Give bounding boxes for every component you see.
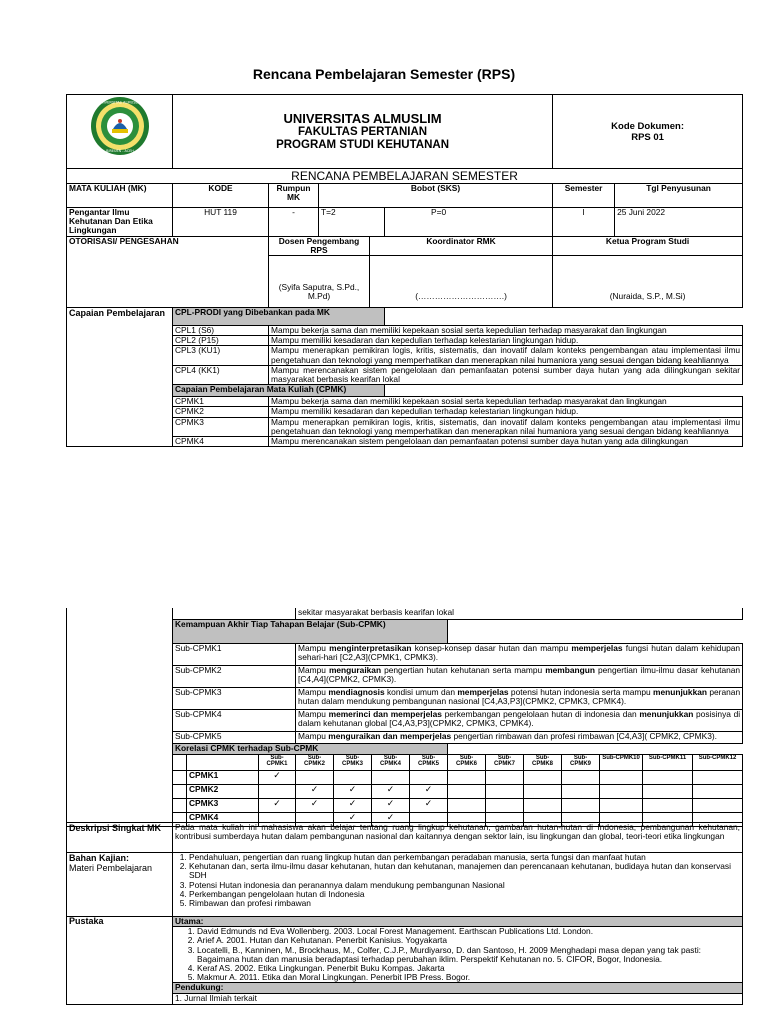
rps-heading: RENCANA PEMBELAJARAN SEMESTER <box>67 169 743 184</box>
korelasi-check-cell: ✓ <box>372 798 410 812</box>
pustaka-item: 4. Keraf AS. 2002. Etika Lingkungan. Penerbit Buku Kompas. Jakarta <box>197 964 740 973</box>
subcpmk-text: Mampu mendiagnosis kondisi umum dan memperjelas potensi hutan indonesia serta mampu menunjukkan peranan hutan dalam mendukung pembangunan nasional [C4,A3,P3](CPMK2, CPMK3, CPMK4). <box>296 687 743 709</box>
deskripsi-text: Pada mata kuliah ini mahasiswa akan belajar tentang ruang lingkup kehutanan, gambaran hutan-hutan di Indonesia, pembangunan kehutanan, kontribusi sumberdaya hutan dalam pembangunan nasional dan kaitannya dengan sektor lain, isu lingkungan dan global, teori-teori etika lingkungan <box>173 823 743 853</box>
course-code: HUT 119 <box>173 208 269 237</box>
bahan-item: 2. Kehutanan dan, serta ilmu-ilmu dasar kehutanan, hutan dan kehutanan, manajemen dan perencanaan kehutanan, budidaya hutan dan konservasi SDH <box>189 862 740 880</box>
pustaka-item: 3. Locatelli, B., Kanninen, M., Brockhaus, M., Colfer, C.J.P., Murdiyarso, D. dan Santoso, H. 2009 Menghadapi masa depan yang tak pasti: Bagaimana hutan dan manusia beradaptasi terhadap perubahan iklim. Perspektif Kehutanan no. 5. CIFOR, Bogor, Indonesia. <box>197 946 740 964</box>
korelasi-check-cell: ✓ <box>334 784 372 798</box>
korelasi-check-cell <box>486 798 524 812</box>
korelasi-col-header: Sub-CPMK10 <box>600 754 643 770</box>
university-logo-icon <box>85 95 155 157</box>
cpmk4-continued: sekitar masyarakat berbasis kearifan lokal <box>296 608 743 619</box>
korelasi-check-cell: ✓ <box>372 812 410 826</box>
bahan-item: 5. Rimbawan dan profesi rimbawan <box>189 899 740 908</box>
korelasi-check-cell <box>448 798 486 812</box>
document-code-label: Kode Dokumen: <box>611 120 684 132</box>
pustaka-item: 1. David Edmunds nd Eva Wollenberg. 2003. Local Forest Management. Earthscan Publications Ltd. London. <box>197 927 740 936</box>
cpl-text: Mampu merencanakan sistem pengelolaan dan pemanfaatan potensi sumber daya hutan yang ada dilingkungan sekitar masyarakat berbasis kearifan lokal <box>269 365 743 384</box>
korelasi-check-cell: ✓ <box>296 798 334 812</box>
korelasi-check-cell <box>562 784 600 798</box>
subcpmk-code: Sub-CPMK1 <box>173 643 296 665</box>
koordinator-name: (………………………….) <box>370 256 553 308</box>
korelasi-col-header: Sub-CPMK12 <box>693 754 743 770</box>
korelasi-row-label: CPMK3 <box>187 798 259 812</box>
korelasi-check-cell <box>448 770 486 784</box>
col-rumpun: Rumpun MK <box>269 184 319 208</box>
course-sks-p: P=0 <box>385 208 553 237</box>
logo-ring-text: UNIVERSITAS ALMUSLIM <box>97 100 142 105</box>
korelasi-check-cell <box>693 784 743 798</box>
koordinator-label: Koordinator RMK <box>370 236 553 255</box>
course-semester: I <box>553 208 615 237</box>
cpl-heading: CPL-PRODI yang Dibebankan pada MK <box>173 308 385 326</box>
korelasi-check-cell: ✓ <box>410 798 448 812</box>
korelasi-check-cell <box>693 770 743 784</box>
otorisasi-blank <box>67 256 269 308</box>
korelasi-check-cell <box>562 798 600 812</box>
subcpmk-text: Mampu menguraikan dan memperjelas pengertian rimbawan dan profesi rimbawan [C4,A3]( CPMK2, CPMK3). <box>296 731 743 743</box>
korelasi-check-cell <box>600 770 643 784</box>
cpl-text: Mampu memiliki kesadaran dan kepedulian terhadap kelestarian lingkungan hidup. <box>269 336 743 346</box>
korelasi-col-header: Sub-CPMK11 <box>643 754 693 770</box>
dosen-name: (Syifa Saputra, S.Pd., M.Pd) <box>269 256 370 308</box>
rps-table-page2-bottom <box>66 822 743 1005</box>
cpl-code: CPL4 (KK1) <box>173 365 269 384</box>
bahan-label-sub: Materi Pembelajaran <box>69 863 153 873</box>
korelasi-check-cell: ✓ <box>259 798 296 812</box>
cpmk-heading: Capaian Pembelajaran Mata Kuliah (CPMK) <box>173 385 385 397</box>
korelasi-col-header: Sub-CPMK3 <box>334 754 372 770</box>
col-mata-kuliah: MATA KULIAH (MK) <box>67 184 173 208</box>
logo-bottom-text: BIREUEN - ACEH <box>105 149 134 153</box>
program-name: PROGRAM STUDI KEHUTANAN <box>276 139 449 151</box>
logo-cell <box>67 95 173 169</box>
institution-header <box>173 95 553 169</box>
bahan-item: 1. Pendahuluan, pengertian dan ruang lingkup hutan dan perkembangan peradaban manusia, serta fungsi dan manfaat hutan <box>189 853 740 862</box>
korelasi-row-label: CPMK4 <box>187 812 259 826</box>
korelasi-check-cell: ✓ <box>334 812 372 826</box>
faculty-name: FAKULTAS PERTANIAN <box>298 126 428 138</box>
bahan-list <box>173 853 743 917</box>
korelasi-row-label: CPMK2 <box>187 784 259 798</box>
course-rumpun: - <box>269 208 319 237</box>
korelasi-check-cell: ✓ <box>372 784 410 798</box>
korelasi-row-label: CPMK1 <box>187 770 259 784</box>
korelasi-check-cell <box>372 770 410 784</box>
deskripsi-label: Deskripsi Singkat MK <box>67 823 173 853</box>
korelasi-check-cell: ✓ <box>410 784 448 798</box>
korelasi-col-header: Sub-CPMK1 <box>259 754 296 770</box>
course-name: Pengantar Ilmu Kehutanan Dan Etika Lingkungan <box>67 208 173 237</box>
cpl-code: CPL2 (P15) <box>173 336 269 346</box>
pustaka-pendukung-text: 1. Jurnal Ilmiah terkait <box>173 993 743 1004</box>
subcpmk-text: Mampu memerinci dan memperjelas perkembangan pengelolaan hutan di indonesia dan menunjukkan posisinya di dalam kehutanan global [C4,A3,P3](CPMK2, CPMK3, CPMK4). <box>296 709 743 731</box>
korelasi-check-cell <box>334 770 372 784</box>
cpmk-text: Mampu bekerja sama dan memiliki kepekaan sosial serta kepedulian terhadap masyarakat dan lingkungan <box>269 397 743 407</box>
korelasi-check-cell <box>486 770 524 784</box>
subcpmk-code: Sub-CPMK5 <box>173 731 296 743</box>
subcpmk-code: Sub-CPMK3 <box>173 687 296 709</box>
bahan-item: 3. Potensi Hutan indonesia dan peranannya dalam mendukung pembangunan Nasional <box>189 881 740 890</box>
cpmk-code: CPMK1 <box>173 397 269 407</box>
pustaka-utama-list <box>173 927 743 983</box>
korelasi-check-cell: ✓ <box>259 770 296 784</box>
korelasi-col-header: Sub-CPMK6 <box>448 754 486 770</box>
pustaka-label: Pustaka <box>67 917 173 1005</box>
cpmk-text: Mampu memiliki kesadaran dan kepedulian terhadap kelestarian lingkungan hidup. <box>269 407 743 417</box>
korelasi-check-cell <box>524 798 562 812</box>
bahan-label-title: Bahan Kajian: <box>69 853 130 863</box>
document-title: Rencana Pembelajaran Semester (RPS) <box>252 66 516 82</box>
pustaka-item: 5. Makmur A. 2011. Etika dan Moral Lingkungan. Penerbit IPB Press. Bogor. <box>197 973 740 982</box>
korelasi-check-cell <box>259 784 296 798</box>
cpmk-code: CPMK4 <box>173 437 269 447</box>
korelasi-check-cell <box>562 770 600 784</box>
korelasi-check-cell <box>524 770 562 784</box>
rps-table-page2 <box>66 608 743 827</box>
cpl-text: Mampu menerapkan pemikiran logis, kritis, sistematis, dan inovatif dalam konteks pengembangan atau implementasi ilmu pengetahuan dan teknologi yang memperhatikan dan menerapkan nilai humaniora yang sesuai dengan bidang keahliannya <box>269 346 743 365</box>
korelasi-check-cell <box>600 798 643 812</box>
cpmk-text: Mampu merencanakan sistem pengelolaan dan pemanfaatan potensi sumber daya hutan yang ada dilingkungan <box>269 437 743 447</box>
subcpmk-code: Sub-CPMK2 <box>173 665 296 687</box>
bahan-item: 4. Perkembangan pengelolaan hutan di Indonesia <box>189 890 740 899</box>
korelasi-check-cell <box>643 784 693 798</box>
korelasi-col-header: Sub-CPMK7 <box>486 754 524 770</box>
korelasi-check-cell <box>410 770 448 784</box>
korelasi-col-header: Sub-CPMK8 <box>524 754 562 770</box>
korelasi-check-cell <box>524 784 562 798</box>
pustaka-item: 2. Arief A. 2001. Hutan dan Kehutanan. Penerbit Kanisius. Yogyakarta <box>197 936 740 945</box>
korelasi-check-cell <box>693 798 743 812</box>
cpmk-code: CPMK3 <box>173 417 269 436</box>
cpl-code: CPL3 (KU1) <box>173 346 269 365</box>
course-sks-t: T=2 <box>319 208 385 237</box>
korelasi-check-cell <box>296 770 334 784</box>
dosen-pengembang-label: Dosen Pengembang RPS <box>269 236 370 255</box>
ketua-name: (Nuraida, S.P., M.Si) <box>553 256 743 308</box>
col-tgl-penyusunan: Tgl Penyusunan <box>615 184 743 208</box>
korelasi-check-cell <box>643 770 693 784</box>
document-code-value: RPS 01 <box>631 131 664 143</box>
subcpmk-heading: Kemampuan Akhir Tiap Tahapan Belajar (Sub-CPMK) <box>173 619 448 643</box>
ketua-prodi-label: Ketua Program Studi <box>553 236 743 255</box>
subcpmk-text: Mampu menginterpretasikan konsep-konsep dasar hutan dan mampu memperjelas fungsi hutan dalam kehidupan sehari-hari [C2,A3](CPMK1, CPMK3). <box>296 643 743 665</box>
korelasi-check-cell <box>600 784 643 798</box>
pustaka-pendukung-label: Pendukung: <box>173 983 743 993</box>
subcpmk-text: Mampu menguraikan pengertian hutan kehutanan serta mampu membangun pengertian ilmu-ilmu dasar kehutanan [C4,A4](CPMK2, CPMK3). <box>296 665 743 687</box>
col-semester: Semester <box>553 184 615 208</box>
korelasi-check-cell <box>448 784 486 798</box>
korelasi-heading: Korelasi CPMK terhadap Sub-CPMK <box>173 743 448 754</box>
korelasi-col-header: Sub-CPMK4 <box>372 754 410 770</box>
korelasi-col-header: Sub-CPMK2 <box>296 754 334 770</box>
otorisasi-label: OTORISASI/ PENGESAHAN <box>67 236 269 255</box>
subcpmk-code: Sub-CPMK4 <box>173 709 296 731</box>
rps-table-page1 <box>66 94 743 447</box>
korelasi-check-cell <box>643 798 693 812</box>
korelasi-check-cell: ✓ <box>334 798 372 812</box>
course-date: 25 Juni 2022 <box>615 208 743 237</box>
pustaka-utama-label: Utama: <box>173 917 743 927</box>
korelasi-check-cell <box>486 784 524 798</box>
document-code-cell <box>553 95 743 169</box>
capaian-label: Capaian Pembelajaran <box>67 308 173 447</box>
university-name: UNIVERSITAS ALMUSLIM <box>283 111 442 126</box>
cpmk-text: Mampu menerapkan pemikiran logis, kritis, sistematis, dan inovatif dalam konteks pengembangan atau implementasi ilmu pengetahuan dan teknologi yang memperhatikan dan menerapkan nilai humaniora yang sesuai dengan bidang keahliannya <box>269 417 743 436</box>
cpl-code: CPL1 (S6) <box>173 326 269 336</box>
korelasi-col-header: Sub-CPMK9 <box>562 754 600 770</box>
col-bobot: Bobot (SKS) <box>319 184 553 208</box>
col-kode: KODE <box>173 184 269 208</box>
korelasi-col-header: Sub-CPMK5 <box>410 754 448 770</box>
korelasi-check-cell: ✓ <box>296 784 334 798</box>
cpl-text: Mampu bekerja sama dan memiliki kepekaan sosial serta kepedulian terhadap masyarakat dan lingkungan <box>269 326 743 336</box>
cpmk-code: CPMK2 <box>173 407 269 417</box>
bahan-label <box>67 853 173 917</box>
